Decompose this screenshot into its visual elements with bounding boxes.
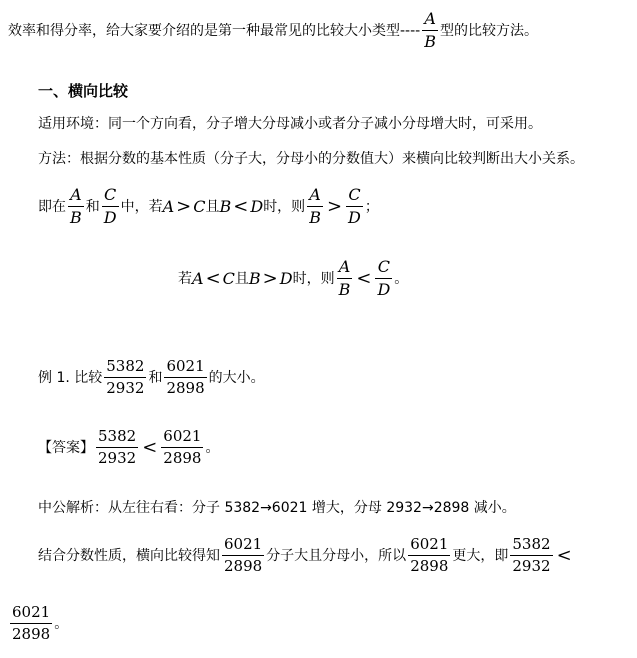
rule-2 bbox=[178, 258, 408, 298]
greater-than-sign: > bbox=[262, 267, 278, 289]
var-b: B bbox=[248, 268, 261, 288]
answer-label: 【答案】 bbox=[38, 440, 94, 456]
less-than-sign: < bbox=[205, 267, 221, 289]
greater-than-sign: > bbox=[176, 195, 192, 217]
rule1-middle: 中，若 bbox=[120, 199, 163, 216]
var-a: A bbox=[162, 196, 175, 216]
conclusion-tail: 更大，即 bbox=[452, 548, 509, 564]
example-and: 和 bbox=[148, 370, 163, 386]
rule2-and: 且 bbox=[234, 271, 249, 288]
rule2-then: 时，则 bbox=[292, 271, 335, 288]
var-d: D bbox=[279, 268, 293, 288]
conclusion-middle: 分子大且分母小，所以 bbox=[266, 548, 407, 564]
applicable-text: 适用环境：同一个方向看，分子增大分母减小或者分子减小分母增大时，可采用。 bbox=[38, 116, 542, 132]
less-than-sign: < bbox=[556, 544, 572, 566]
fraction-a-over-b: $\frac{A}{B}$ bbox=[70, 185, 82, 227]
fraction-5382-2932: $\frac{5382}{2932}$ bbox=[512, 535, 551, 575]
rule-1 bbox=[38, 186, 379, 226]
var-a: A bbox=[192, 268, 204, 288]
intro-text: 效率和得分率，给大家要介绍的是第一种最常见的比较大小类型---- bbox=[8, 23, 421, 40]
intro-suffix: 型的比较方法。 bbox=[439, 23, 538, 40]
fraction-5382-2932: $\frac{5382}{2932}$ bbox=[106, 357, 145, 397]
fraction-a-over-b: $\frac{A}{B}$ bbox=[424, 9, 436, 51]
less-than-sign: < bbox=[233, 195, 249, 217]
method-text: 方法：根据分数的基本性质（分子大，分母小的分数值大）来横向比较判断出大小关系。 bbox=[38, 151, 584, 167]
fraction-c-over-d: $\frac{C}{D}$ bbox=[377, 257, 391, 299]
conclusion-end: 。 bbox=[54, 616, 69, 632]
rule1-prefix: 即在 bbox=[38, 199, 66, 216]
answer-line bbox=[38, 428, 219, 466]
var-c: C bbox=[222, 268, 235, 288]
var-b: B bbox=[219, 196, 232, 216]
less-than-sign: < bbox=[356, 267, 372, 289]
example-prefix: 例 1. 比较 bbox=[38, 370, 103, 386]
example-end: 的大小。 bbox=[208, 370, 265, 386]
fraction-a-over-b: $\frac{A}{B}$ bbox=[338, 257, 351, 299]
analysis-text: 中公解析：从左往右看：分子 5382→6021 增大，分母 2932→2898 减小。 bbox=[38, 500, 516, 516]
rule1-and: 和 bbox=[85, 199, 100, 216]
section-heading: 一、横向比较 bbox=[38, 82, 129, 100]
fraction-5382-2932: $\frac{5382}{2932}$ bbox=[98, 427, 137, 467]
conclusion-continuation bbox=[8, 604, 68, 642]
var-c: C bbox=[193, 196, 206, 216]
rule2-end: 。 bbox=[394, 271, 409, 288]
rule1-then: 时，则 bbox=[263, 199, 306, 216]
rule1-end: ； bbox=[364, 199, 379, 216]
less-than-sign: < bbox=[142, 436, 158, 458]
rule1-and2: 且 bbox=[205, 199, 220, 216]
conclusion-line bbox=[38, 536, 574, 574]
rule2-prefix: 若 bbox=[178, 271, 192, 288]
fraction-6021-2898: $\frac{6021}{2898}$ bbox=[12, 603, 51, 643]
fraction-6021-2898: $\frac{6021}{2898}$ bbox=[410, 535, 449, 575]
fraction-6021-2898: $\frac{6021}{2898}$ bbox=[166, 357, 205, 397]
fraction-6021-2898: $\frac{6021}{2898}$ bbox=[224, 535, 263, 575]
conclusion-prefix: 结合分数性质，横向比较得知 bbox=[38, 548, 220, 564]
fraction-6021-2898: $\frac{6021}{2898}$ bbox=[163, 427, 202, 467]
fraction-c-over-d: $\frac{C}{D}$ bbox=[348, 185, 361, 227]
greater-than-sign: > bbox=[326, 195, 343, 217]
answer-end: 。 bbox=[205, 440, 220, 456]
var-d: D bbox=[250, 196, 264, 216]
fraction-c-over-d: $\frac{C}{D}$ bbox=[103, 185, 117, 227]
example-line bbox=[38, 358, 265, 396]
intro-line bbox=[8, 10, 538, 50]
fraction-a-over-b: $\frac{A}{B}$ bbox=[309, 185, 321, 227]
